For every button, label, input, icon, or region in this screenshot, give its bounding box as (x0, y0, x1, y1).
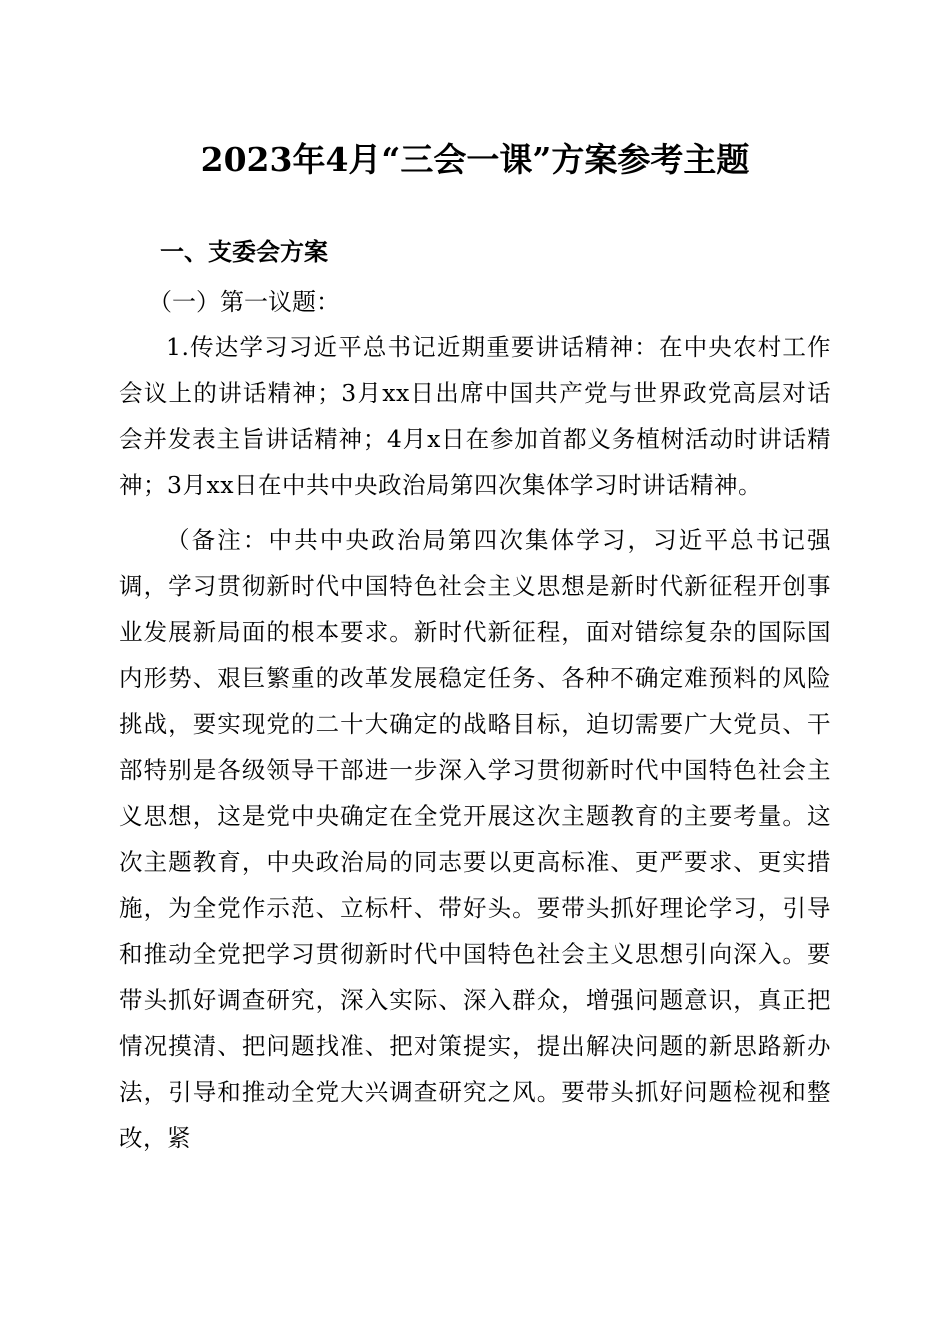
paragraph-speech-list: 1.传达学习习近平总书记近期重要讲话精神：在中央农村工作会议上的讲话精神；3月xx日出席中国共产党与世界政党高层对话会并发表主旨讲话精神；4月x日在参加首都义务植树活动时讲话精神；3月xx日在中共中央政治局第四次集体学习时讲话精神。 (119, 333, 831, 499)
document-title: 2023年4月“三会一课”方案参考主题 (200, 140, 750, 179)
paragraph-remarks: （备注：中共中央政治局第四次集体学习，习近平总书记强调，学习贯彻新时代中国特色社会主义思想是新时代新征程开创事业发展新局面的根本要求。新时代新征程，面对错综复杂的国际国内形势、艰巨繁重的改革发展稳定任务、各种不确定难预料的风险挑战，要实现党的二十大确定的战略目标，迫切需要广大党员、干部特别是各级领导干部进一步深入学习贯彻新时代中国特色社会主义思想，这是党中央确定在全党开展这次主题教育的主要考量。这次主题教育，中央政治局的同志要以更高标准、更严要求、更实措施，为全党作示范、立标杆、带好头。要带头抓好理论学习，引导和推动全党把学习贯彻新时代中国特色社会主义思想引向深入。要带头抓好调查研究，深入实际、深入群众，增强问题意识，真正把情况摸清、把问题找准、把对策提实，提出解决问题的新思路新办法，引导和推动全党大兴调查研究之风。要带头抓好问题检视和整改，紧 (119, 526, 831, 1152)
section-heading: 一、支委会方案 (160, 238, 328, 266)
sub-heading: （一）第一议题： (148, 288, 340, 316)
